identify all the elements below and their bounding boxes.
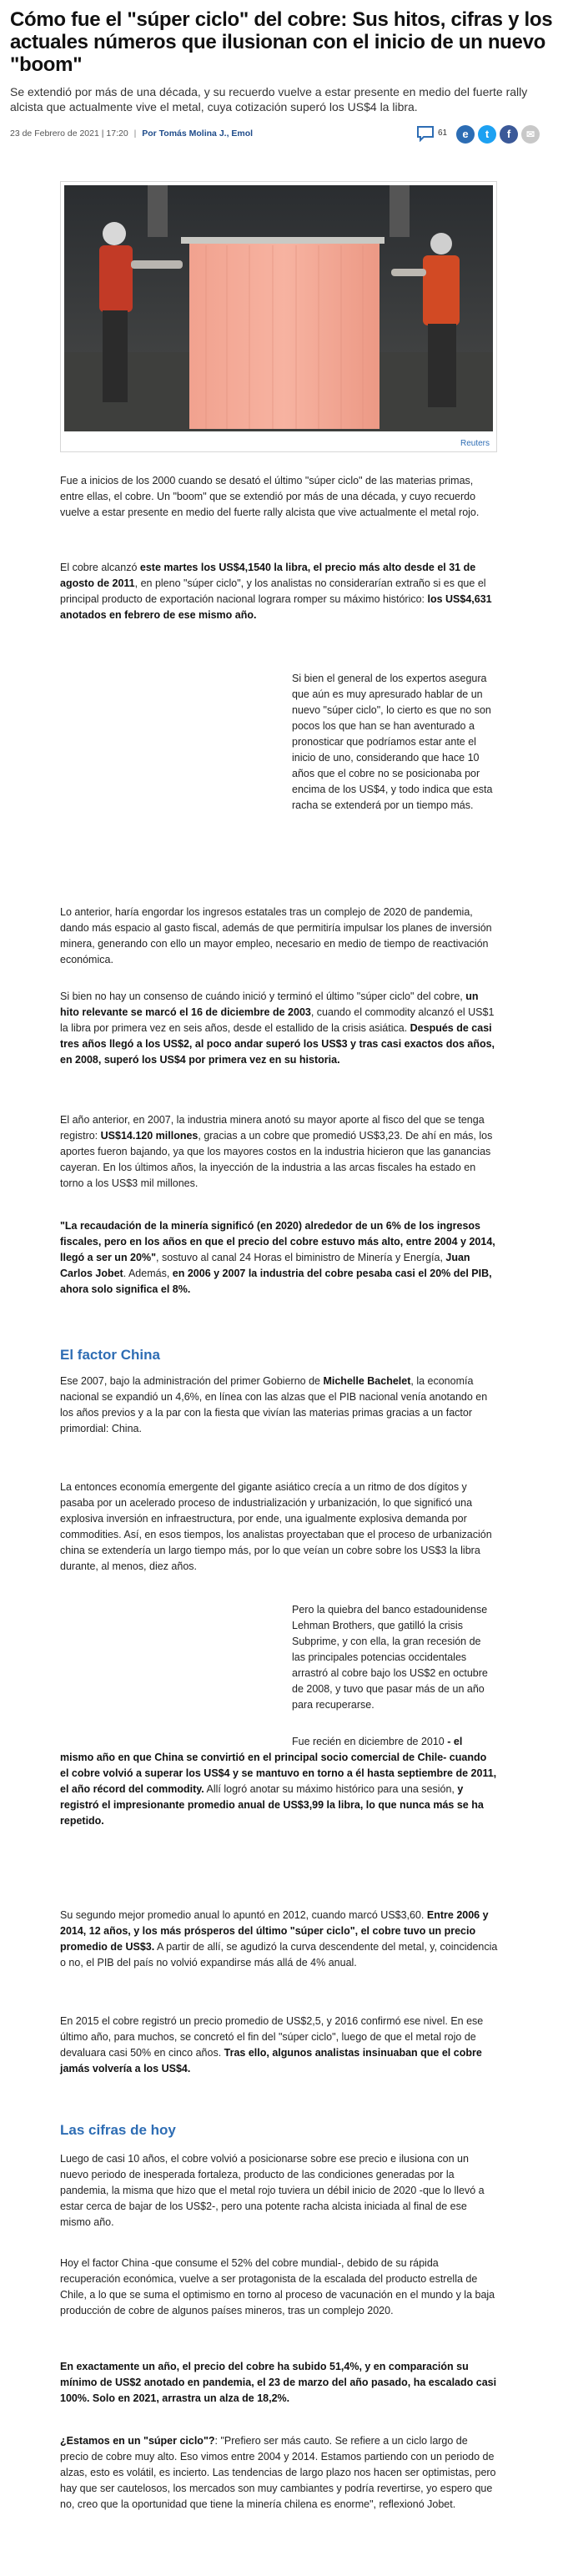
author-link[interactable]: Por Tomás Molina J., Emol (142, 129, 254, 139)
section-heading-cifras: Las cifras de hoy (60, 2122, 176, 2138)
bold-text-segment: - el mismo año en que China se convirtió en el principal socio comercial de Chile- cuando el cobre volvió a superar los US$4 y se mantuvo en torno a él hasta septiembre de 2011, el año récord del commodity. (60, 1736, 497, 1795)
paragraph-10 (60, 1908, 498, 1971)
paragraph-7 (60, 1374, 498, 1437)
text-segment: , la economía nacional se expandió un 4,6%, en línea con las alzas que el PIB nacional venía anotando en los años previos y a la par con la fiesta que vivían las materias primas gracias a un factor primordial: China. (60, 1375, 488, 1434)
bold-text-segment: US$14.120 millones (100, 1130, 199, 1142)
photo-container (60, 181, 497, 452)
bold-text-segment: este martes los US$4,1540 la libra, el precio más alto desde el 31 de agosto de 2011 (60, 562, 476, 589)
bold-text-segment: los US$4,631 anotados en febrero de ese mismo año. (60, 593, 492, 621)
emol-share-icon[interactable]: e (456, 125, 475, 144)
bold-text-segment: "La recaudación de la minería significó (en 2020) alrededor de un 6% de los ingresos fiscales, pero en los años en que el precio del cobre estuvo más alto, entre 2004 y 2014, llegó a ser un 20%" (60, 1220, 495, 1263)
share-bar (408, 124, 558, 147)
bold-text-segment: en 2006 y 2007 la industria del cobre pesaba casi el 20% del PIB, ahora solo significa el 8%. (60, 1268, 492, 1295)
bold-text-segment: Juan Carlos Jobet (60, 1252, 470, 1279)
byline-separator: | (133, 129, 137, 139)
text-segment: Si bien no hay un consenso de cuándo inició y terminó el último "súper ciclo" del cobre, (60, 991, 466, 1002)
paragraph-5 (60, 1112, 498, 1192)
text-segment: A partir de allí, se agudizó la curva descendente del metal, y, coincidencia o no, el PIB del país no volvió expandirse más allá de 4% anual. (60, 1941, 498, 1969)
article-summary: Se extendió por más de una década, y su recuerdo vuelve a estar presente en medio del fuerte rally alcista que actualmente vive el metal, cuya cotización superó los US$4 la libra. (10, 85, 528, 113)
highlighted-aside-1: Si bien el general de los expertos asegura que aún es muy apresurado hablar de un nuevo "súper ciclo", lo cierto es que no son pocos los que han se han aventurado a pronosticar que podríamos estar ante el inicio de uno, considerando que hace 10 años que el cobre no se posicionaba por encima de los US$4, y todo indica que esta racha se extenderá por un tiempo más. (292, 673, 493, 811)
comment-icon[interactable] (416, 125, 435, 142)
text-segment: Fue recién en diciembre de 2010 (292, 1736, 448, 1747)
section-heading-china: El factor China (60, 1347, 160, 1363)
photo-credit: Reuters (460, 439, 490, 448)
paragraph-14: En exactamente un año, el precio del cobre ha subido 51,4%, y en comparación su mínimo de US$2 anotado en pandemia, el 23 de marzo del año pasado, ha escalado casi 100%. Solo en 2021, arrastra un alza de 18,2%. (60, 2361, 497, 2404)
byline (10, 129, 253, 139)
paragraph-11 (60, 2014, 498, 2077)
text-segment: En 2015 el cobre registró un precio promedio de US$2,5, y 2016 confirmó ese nivel. En ese último año, para muchos, se concretó el fin del "súper ciclo", luego de que el metal rojo de devaluara casi 50% en cinco años. (60, 2015, 484, 2059)
paragraph-8: La entonces economía emergente del gigante asiático crecía a un ritmo de dos dígitos y pasaba por un acelerado proceso de industrialización y urbanización, lo que significó una explosiva inversión en infraestructura, por ende, una igualmente explosiva demanda por commodities. Así, en esos tiempos, los analistas proyectaban que el proceso de urbanización china se extendería un largo tiempo más, por lo que veían un cobre sobre los US$3 la libra durante, al menos, diez años. (60, 1481, 492, 1572)
bold-text-segment: ¿Estamos en un "súper ciclo"? (60, 2435, 215, 2447)
bold-text-segment: Tras ello, algunos analistas insinuaban que el cobre jamás volvería a los US$4. (60, 2047, 482, 2074)
bold-text-segment: y registró el impresionante promedio anual de US$3,99 la libra, lo que nunca más se ha repetido. (60, 1783, 484, 1827)
text-segment: : "Prefiero ser más cauto. Se refiere a un ciclo largo de precio de cobre muy alto. Eso vimos entre 2004 y 2014. Estamos partiendo con un periodo de alzas, esto es volátil, es incierto. Las tendencias de largo plazo nos hacen ser optimistas, pero hay que ser cautelosos, los mercados son muy cambiantes y podría revertirse, yo espero que no, creo que la oportunidad que tiene la minería chilena es enorme", reflexionó Jobet. (60, 2435, 496, 2510)
twitter-share-icon[interactable]: t (478, 125, 496, 144)
highlighted-aside-2: Pero la quiebra del banco estadounidense Lehman Brothers, que gatilló la crisis Subprime, y con ella, la gran recesión de las principales potencias occidentales arrastró al cobre bajo los US$2 en octubre de 2008, y tuvo que pasar más de un año para recuperarse. (292, 1604, 488, 1711)
article-page (0, 0, 568, 147)
paragraph-9 (60, 1734, 498, 1829)
bold-text-segment: un hito relevante se marcó el 16 de diciembre de 2003 (60, 991, 479, 1018)
text-segment: , en pleno "súper ciclo", y los analistas no considerarían extraño si es que el principal producto de exportación nacional lograra romper su máximo histórico: (60, 577, 486, 605)
text-segment: Allí logró anotar su máximo histórico para una sesión, (204, 1783, 458, 1795)
text-segment: Ese 2007, bajo la administración del primer Gobierno de (60, 1375, 324, 1387)
copper-cathodes-photo (64, 185, 493, 431)
article-photo[interactable] (64, 185, 493, 431)
bold-text-segment: Michelle Bachelet (323, 1375, 411, 1387)
text-segment: , sostuvo al canal 24 Horas el biministro de Minería y Energía, (156, 1252, 446, 1263)
text-segment: , gracias a un cobre que promedió US$3,23. De ahí en más, los aportes fueron bajando, ya que los mayores costos en la industria hicieron que las ganancias cayeran. En los últimos años, la inyección de la industria a las arcas fiscales ha estado en torno a los US$3 mil millones. (60, 1130, 493, 1189)
text-segment: El año anterior, en 2007, la industria minera anotó su mayor aporte al fisco del que se tenga registro: (60, 1114, 485, 1142)
text-segment: Su segundo mejor promedio anual lo apuntó en 2012, cuando marcó US$3,60. (60, 1909, 427, 1921)
comment-count[interactable]: 61 (438, 129, 448, 138)
facebook-share-icon[interactable]: f (500, 125, 518, 144)
paragraph-12: Luego de casi 10 años, el cobre volvió a posicionarse sobre ese precio e ilusiona con un nuevo periodo de inesperada fortaleza, producto de las condiciones generadas por la pandemia, la misma que hizo que el metal rojo tuviera un débil inicio de 2020 -que lo llevó a estar cerca de bajar de los US$2-, pero una potente racha alcista iniciada al final de ese mismo año. (60, 2153, 485, 2228)
paragraph-3: Lo anterior, haría engordar los ingresos estatales tras un complejo de 2020 de pandemia, dando más espacio al gasto fiscal, además de que permitiría impulsar los planes de inversión minera, generando con ello un mayor empleo, necesario en medio de tiempo de reactivación económica. (60, 906, 492, 965)
paragraph-15 (60, 2433, 498, 2513)
email-share-icon[interactable]: ✉ (521, 125, 540, 144)
text-segment: , cuando el commodity alcanzó el US$1 la libra por primera vez en seis años, desde el estallido de la crisis asiática. (60, 1006, 495, 1034)
paragraph-1: Fue a inicios de los 2000 cuando se desató el último "súper ciclo" de las materias primas, entre ellas, el cobre. Un "boom" que se extendió por más de una década, y cuyo recuerdo vuelve a estar presente en medio del fuerte rally alcista que vive actualmente el metal rojo. (60, 475, 480, 518)
paragraph-13: Hoy el factor China -que consume el 52% del cobre mundial-, debido de su rápida recuperación económica, vuelve a ser protagonista de la escalada del producto estrella de Chile, a lo que se suma el optimismo en torno al proceso de vacunación en el mundo y la baja producción de cobre de algunos países mineros, tras un complejo 2020. (60, 2257, 495, 2316)
text-segment: . Además, (123, 1268, 173, 1279)
bold-text-segment: Después de casi tres años llegó a los US$2, al poco andar superó los US$3 y tras casi exactos dos años, en 2008, superó los US$4 por primera vez en su historia. (60, 1022, 495, 1066)
paragraph-4 (60, 989, 498, 1068)
byline-bar (10, 123, 558, 147)
text-segment: El cobre alcanzó (60, 562, 140, 573)
bold-text-segment: Entre 2006 y 2014, 12 años, y los más prósperos del último "súper ciclo", el cobre tuvo un precio promedio de US$3. (60, 1909, 489, 1953)
paragraph-6 (60, 1218, 498, 1298)
paragraph-2 (60, 560, 498, 623)
headline: Cómo fue el "súper ciclo" del cobre: Sus hitos, cifras y los actuales números que ilusionan con el inicio de un nuevo "boom" (10, 8, 553, 76)
publish-date: 23 de Febrero de 2021 | 17:20 (10, 129, 128, 139)
